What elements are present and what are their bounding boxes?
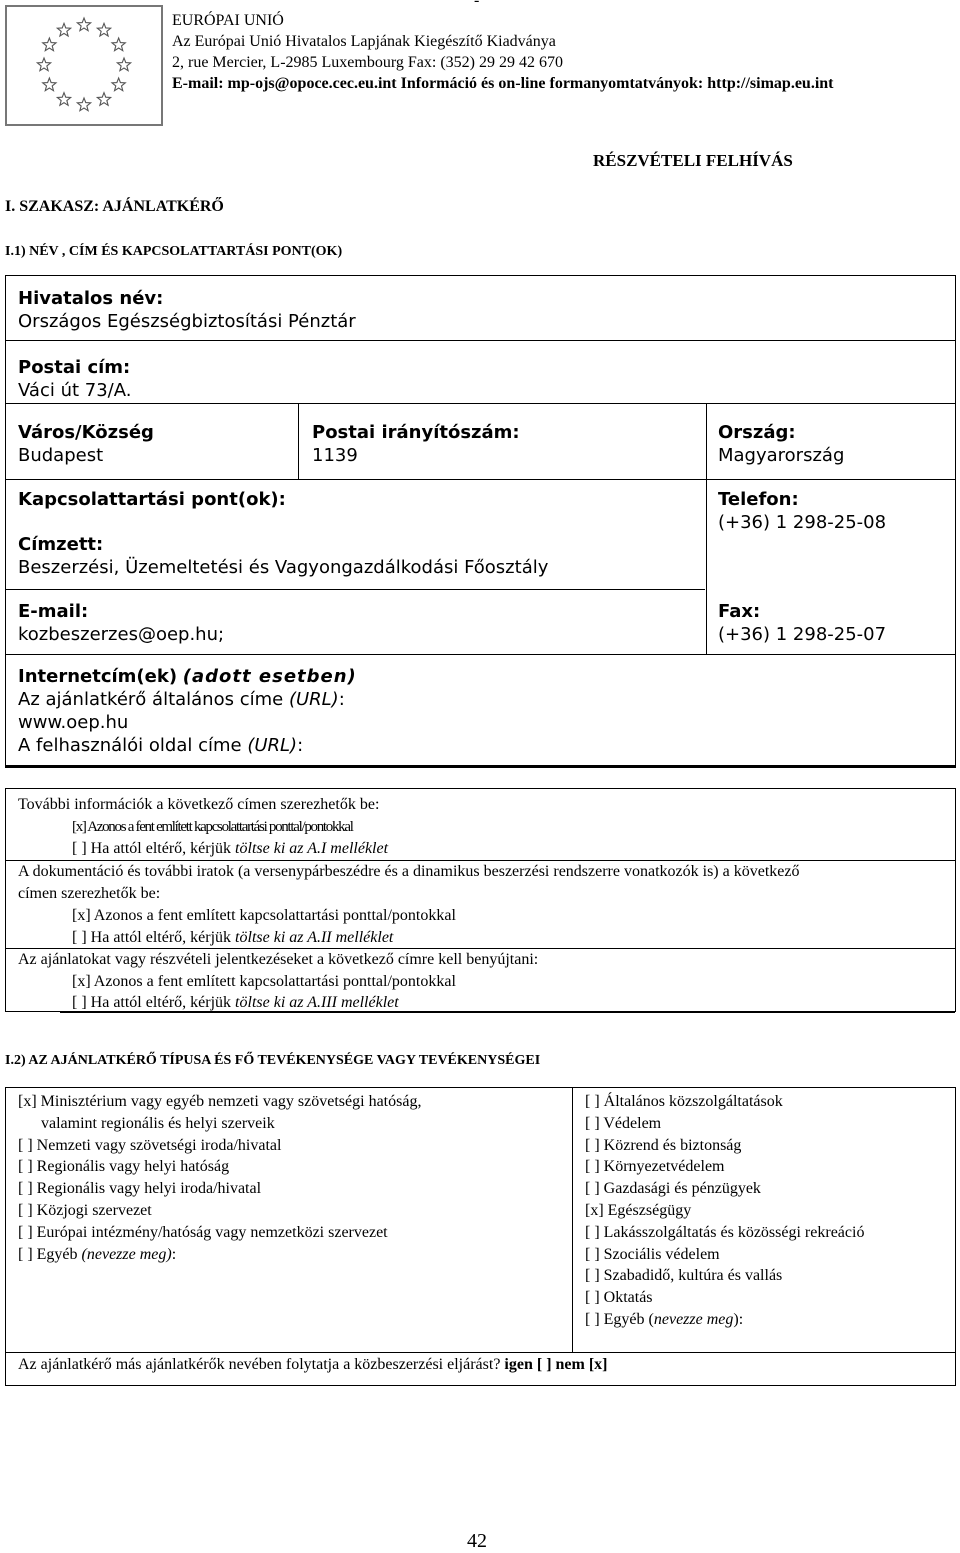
- contact-point-label: Kapcsolattartási pont(ok):: [18, 489, 286, 510]
- divider: [6, 1352, 955, 1353]
- star-icon: [77, 98, 90, 111]
- option-other-address: [72, 992, 399, 1014]
- page-title: RÉSZVÉTELI FELHÍVÁS: [593, 151, 793, 170]
- postal-address-label: Postai cím:: [18, 357, 131, 378]
- postal-address-value: Váci út 73/A.: [18, 380, 132, 401]
- option-other-text: [ ] Ha attól eltérő, kérjük: [72, 929, 232, 946]
- colon: ):: [733, 1311, 744, 1328]
- documentation-line: A dokumentáció és további iratok (a versenypárbeszédre és a dinamikus beszerzési rendszerre vonatkozók is) a következő: [18, 863, 800, 880]
- checkbox-other-type[interactable]: [18, 1244, 176, 1266]
- city-value: Budapest: [18, 445, 104, 466]
- subsection-heading-1-1: I.1) NÉV , CÍM ÉS KAPCSOLATTARTÁSI PONT(OK): [5, 244, 343, 259]
- country-value: Magyarország: [718, 445, 845, 466]
- divider: [572, 1088, 573, 1352]
- colon: :: [297, 735, 304, 756]
- checkbox-regional-agency[interactable]: [ ] Regionális vagy helyi iroda/hivatal: [18, 1180, 262, 1197]
- attention-label: Címzett:: [18, 534, 104, 555]
- specify-note: (nevezze meg): [81, 1246, 172, 1263]
- phone-label: Telefon:: [718, 489, 799, 510]
- divider: [6, 479, 955, 480]
- star-icon: [117, 58, 130, 71]
- general-url-label: Az ajánlatkérő általános címe: [18, 689, 284, 710]
- other-label: [ ] Egyéb (: [585, 1311, 654, 1328]
- checkbox-recreation[interactable]: [ ] Szabadidő, kultúra és vallás: [585, 1267, 783, 1284]
- star-icon: [43, 78, 56, 91]
- checkbox-public-order[interactable]: [ ] Közrend és biztonság: [585, 1137, 742, 1154]
- option-same-address[interactable]: [x] Azonos a fent említett kapcsolattartási ponttal/pontokkal: [72, 973, 456, 990]
- star-icon: [112, 38, 125, 51]
- annex-ref: töltse ki az A.III melléklet: [235, 994, 399, 1011]
- option-same-address[interactable]: [x] Azonos a fent említett kapcsolattartási ponttal/pontokkal: [72, 819, 353, 835]
- internet-note: (adott esetben): [182, 666, 357, 687]
- fax-value: (+36) 1 298-25-07: [718, 624, 887, 645]
- checkbox-ministry[interactable]: [x] Minisztérium vagy egyéb nemzeti vagy szövetségi hatóság,: [18, 1093, 422, 1110]
- star-icon: [112, 78, 125, 91]
- section-heading-1: I. SZAKASZ: AJÁNLATKÉRŐ: [5, 198, 224, 215]
- option-same-address[interactable]: [x] Azonos a fent említett kapcsolattartási ponttal/pontokkal: [72, 907, 456, 924]
- checkbox-health[interactable]: [x] Egészségügy: [585, 1202, 692, 1219]
- postcode-value: 1139: [312, 445, 358, 466]
- checkbox-defence[interactable]: [ ] Védelem: [585, 1115, 662, 1132]
- checkbox-housing[interactable]: [ ] Lakásszolgáltatás és közösségi rekreáció: [585, 1224, 865, 1241]
- checkbox-economic-affairs[interactable]: [ ] Gazdasági és pénzügyek: [585, 1180, 761, 1197]
- further-info-box: [5, 788, 956, 1012]
- option-other-text: [ ] Ha attól eltérő, kérjük: [72, 840, 232, 857]
- star-icon: [97, 93, 110, 106]
- checkbox-eu-institution[interactable]: [ ] Európai intézmény/hatóság vagy nemzetközi szervezet: [18, 1224, 388, 1241]
- further-info-line: További információk a következő címen szerezhetők be:: [18, 796, 380, 813]
- annex-ref: töltse ki az A.II melléklet: [235, 929, 394, 946]
- divider: [706, 403, 707, 654]
- colon: :: [171, 1246, 177, 1263]
- star-icon: [77, 18, 90, 31]
- page-number: 42: [467, 1530, 487, 1552]
- divider: [6, 654, 955, 655]
- email-value[interactable]: kozbeszerzes@oep.hu;: [18, 624, 225, 645]
- header-line-journal: Az Európai Unió Hivatalos Lapjának Kiegészítő Kiadványa: [172, 33, 556, 50]
- country-label: Ország:: [718, 422, 796, 443]
- city-label: Város/Község: [18, 422, 154, 443]
- authority-type-box: [5, 1087, 956, 1386]
- submission-line: Az ajánlatokat vagy részvételi jelentkezéseket a következő címre kell benyújtani:: [18, 951, 539, 968]
- checkbox-education[interactable]: [ ] Oktatás: [585, 1289, 653, 1306]
- eu-stars-flag-icon: [7, 7, 161, 124]
- other-label: [ ] Egyéb: [18, 1246, 78, 1263]
- contact-box: [5, 275, 956, 768]
- divider: [6, 589, 705, 590]
- general-url-value[interactable]: www.oep.hu: [18, 712, 129, 733]
- star-icon: [37, 58, 50, 71]
- annex-ref: töltse ki az A.I melléklet: [235, 840, 389, 857]
- phone-value: (+36) 1 298-25-08: [718, 512, 887, 533]
- header-line-address: 2, rue Mercier, L-2985 Luxembourg Fax: (352) 29 29 42 670: [172, 54, 563, 71]
- checkbox-other-activity[interactable]: [585, 1309, 743, 1331]
- checkbox-public-law-body[interactable]: [ ] Közjogi szervezet: [18, 1202, 152, 1219]
- behalf-question-text: Az ajánlatkérő más ajánlatkérők nevében folytatja a közbeszerzési eljárást?: [18, 1356, 501, 1373]
- option-other-text: [ ] Ha attól eltérő, kérjük: [72, 994, 232, 1011]
- official-name-value: Országos Egészségbiztosítási Pénztár: [18, 311, 356, 332]
- checkbox-general-public-services[interactable]: [ ] Általános közszolgáltatások: [585, 1093, 783, 1110]
- option-other-address: [72, 927, 393, 949]
- checkbox-environment[interactable]: [ ] Környezetvédelem: [585, 1158, 725, 1175]
- fax-label: Fax:: [718, 601, 761, 622]
- url-abbr: (URL): [247, 735, 298, 756]
- header-dash: -: [474, 0, 480, 9]
- documentation-line: címen szerezhetők be:: [18, 885, 161, 902]
- star-icon: [43, 38, 56, 51]
- divider: [6, 403, 955, 404]
- header-line-eu: EURÓPAI UNIÓ: [172, 12, 284, 29]
- header-line-email: E-mail: mp-ojs@opoce.cec.eu.int Információ és on-line formanyomtatványok: http://simap.eu.int: [172, 75, 834, 92]
- checkbox-regional-authority[interactable]: [ ] Regionális vagy helyi hatóság: [18, 1158, 230, 1175]
- postcode-label: Postai irányítószám:: [312, 422, 520, 443]
- internet-label: Internetcím(ek): [18, 666, 178, 687]
- official-name-label: Hivatalos név:: [18, 288, 164, 309]
- checkbox-ministry-cont: valamint regionális és helyi szerveik: [41, 1115, 275, 1132]
- divider: [298, 403, 299, 479]
- star-icon: [57, 23, 70, 36]
- divider: [6, 340, 955, 341]
- journal-header: [172, 10, 834, 94]
- attention-value: Beszerzési, Üzemeltetési és Vagyongazdálkodási Főosztály: [18, 557, 549, 578]
- behalf-question: [18, 1354, 608, 1376]
- star-icon: [97, 23, 110, 36]
- email-label: E-mail:: [18, 601, 89, 622]
- option-other-address: [72, 838, 388, 860]
- checkbox-national-agency[interactable]: [ ] Nemzeti vagy szövetségi iroda/hivatal: [18, 1137, 282, 1154]
- eu-logo: [5, 5, 163, 126]
- star-icon: [57, 93, 70, 106]
- buyer-profile-label: A felhasználói oldal címe: [18, 735, 242, 756]
- specify-note: nevezze meg: [653, 1311, 734, 1328]
- url-abbr: (URL): [288, 689, 339, 710]
- behalf-answer[interactable]: igen [ ] nem [x]: [504, 1356, 608, 1373]
- colon: :: [338, 689, 345, 710]
- subsection-heading-1-2: I.2) AZ AJÁNLATKÉRŐ TÍPUSA ÉS FŐ TEVÉKENYSÉGE VAGY TEVÉKENYSÉGEI: [5, 1053, 541, 1068]
- checkbox-social-protection[interactable]: [ ] Szociális védelem: [585, 1246, 720, 1263]
